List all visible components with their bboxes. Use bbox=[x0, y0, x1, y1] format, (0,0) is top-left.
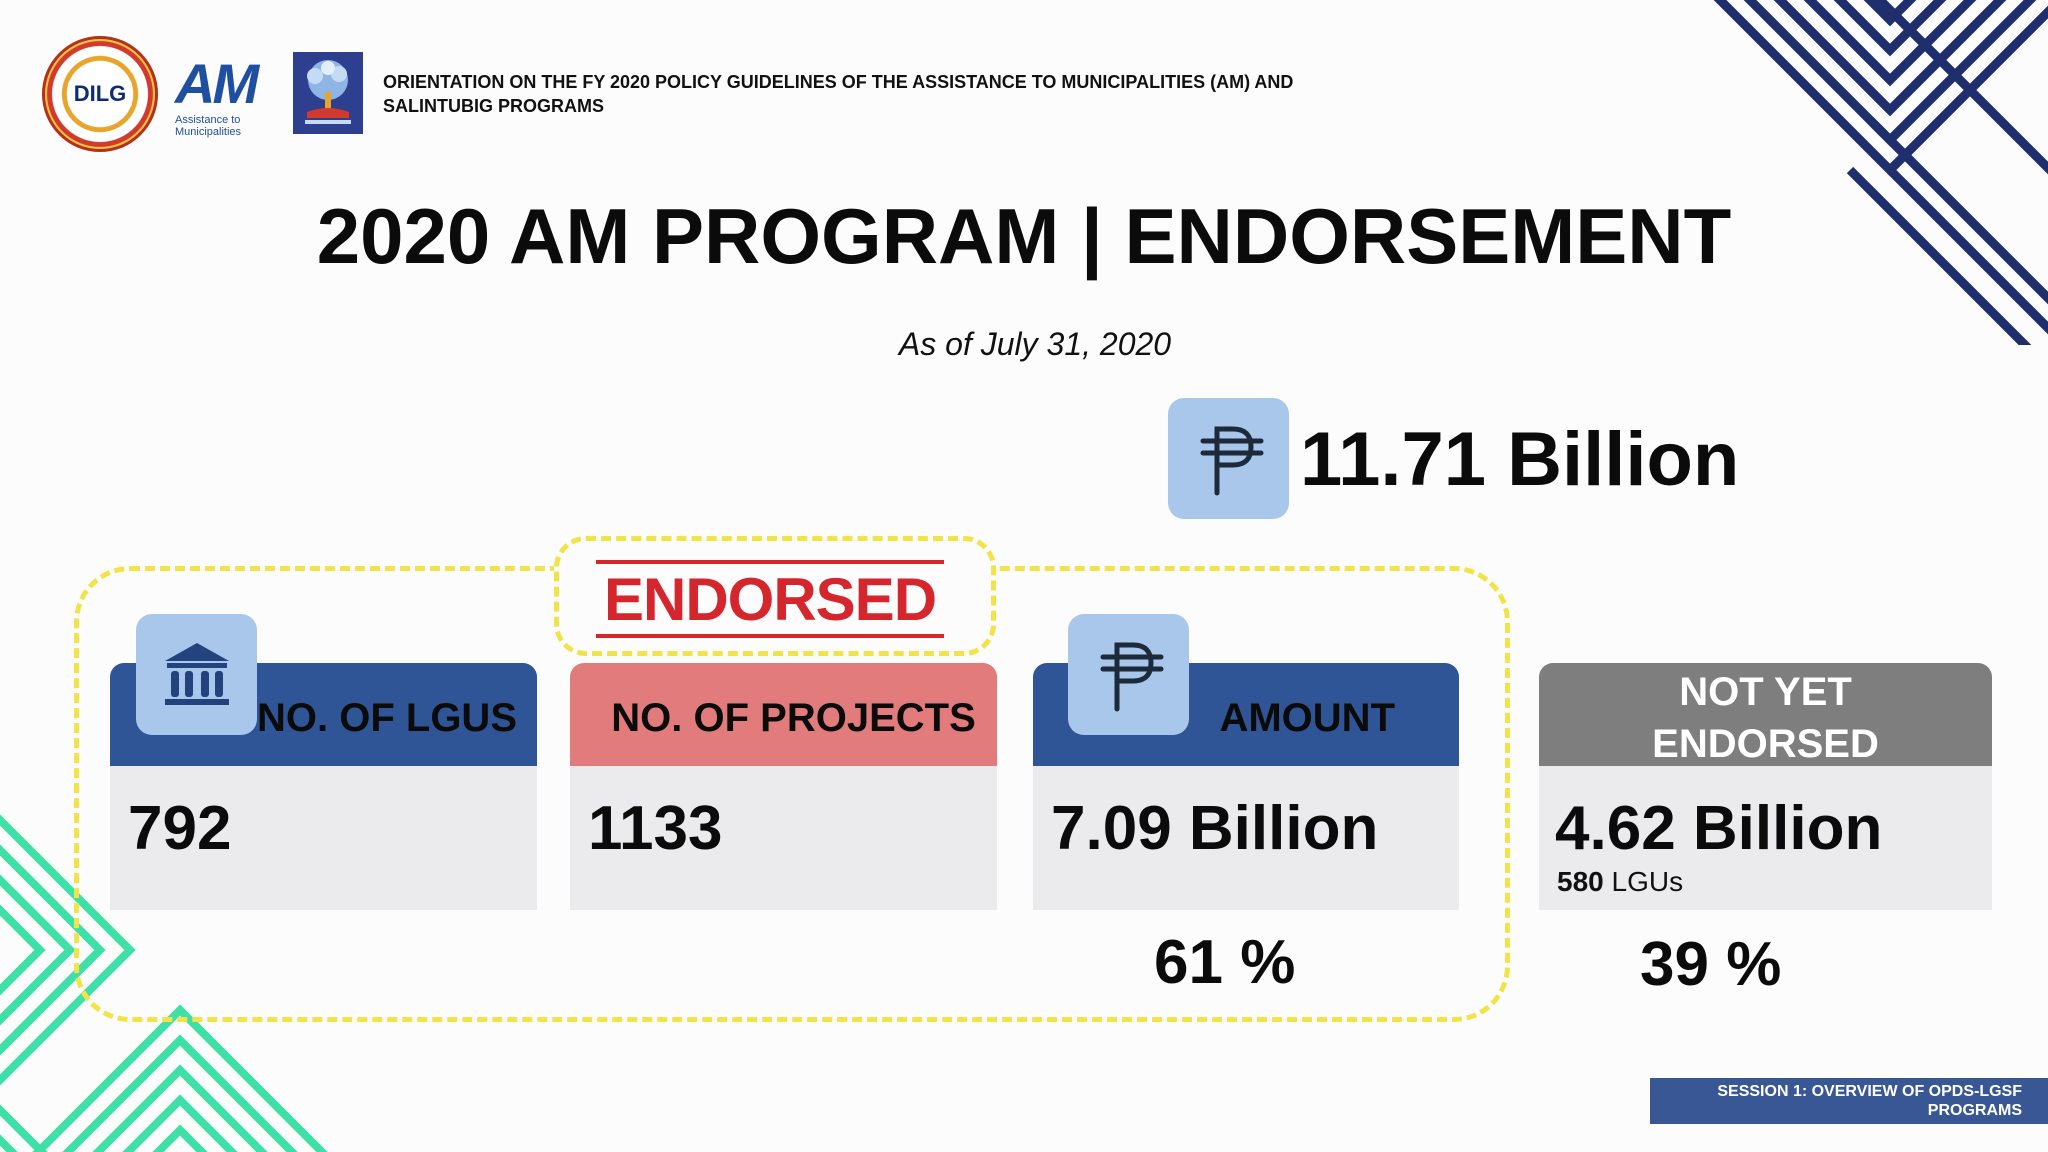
am-logo-text: AM bbox=[175, 52, 257, 115]
tree-logo-icon bbox=[297, 56, 359, 130]
corner-pattern-top-right bbox=[1690, 0, 2048, 345]
peso-icon bbox=[1091, 635, 1167, 715]
amount-card-value: 7.09 Billion bbox=[1051, 794, 1379, 863]
municipal-building-icon bbox=[157, 635, 237, 715]
projects-card-body bbox=[570, 766, 997, 910]
am-logo-subtitle: Assistance to Municipalities bbox=[175, 114, 242, 138]
lgus-card-label: NO. OF LGUS bbox=[257, 696, 517, 740]
projects-card-header bbox=[570, 663, 997, 767]
not-endorsed-lgus-count bbox=[1557, 866, 1992, 898]
lgus-card-body bbox=[110, 766, 537, 910]
dilg-logo bbox=[42, 36, 158, 152]
not-endorsed-card-body bbox=[1539, 766, 1992, 910]
not-endorsed-percent: 39 % bbox=[1640, 930, 1782, 999]
session-footer bbox=[1650, 1078, 2048, 1124]
amount-card-body bbox=[1033, 766, 1459, 910]
not-endorsed-card-header bbox=[1539, 663, 1992, 767]
session-footer-text: SESSION 1: OVERVIEW OF OPDS-LGSF PROGRAMS bbox=[1717, 1083, 2022, 1119]
total-amount: 11.71 Billion bbox=[1300, 417, 1740, 502]
amount-icon-box bbox=[1068, 614, 1189, 735]
total-peso-icon-box bbox=[1168, 398, 1289, 519]
am-logo bbox=[175, 52, 271, 138]
header-title: ORIENTATION ON THE FY 2020 POLICY GUIDELINES OF THE ASSISTANCE TO MUNICIPALITIES (AM) AND SALINTUBIG PROGRAMS bbox=[383, 72, 1294, 116]
endorsed-percent: 61 % bbox=[1154, 928, 1296, 997]
slide-subtitle: As of July 31, 2020 bbox=[898, 326, 1172, 362]
tree-logo bbox=[293, 52, 363, 134]
projects-card-value: 1133 bbox=[588, 794, 723, 863]
not-endorsed-card-value: 4.62 Billion bbox=[1555, 794, 1883, 863]
lgus-icon-box bbox=[136, 614, 257, 735]
not-endorsed-card-label: NOT YET ENDORSED bbox=[1652, 670, 1879, 766]
peso-icon bbox=[1191, 419, 1267, 499]
not-endorsed-lgus-number: 580 bbox=[1557, 866, 1604, 897]
not-endorsed-lgus-unit: LGUs bbox=[1611, 866, 1684, 897]
slide-title: 2020 AM PROGRAM | ENDORSEMENT bbox=[316, 192, 1732, 280]
dilg-logo-text: DILG bbox=[68, 79, 133, 109]
projects-card-label: NO. OF PROJECTS bbox=[611, 696, 976, 740]
lgus-card-value: 792 bbox=[128, 794, 232, 863]
amount-card-label: AMOUNT bbox=[1219, 696, 1395, 740]
endorsed-stamp: ENDORSED bbox=[596, 560, 944, 638]
